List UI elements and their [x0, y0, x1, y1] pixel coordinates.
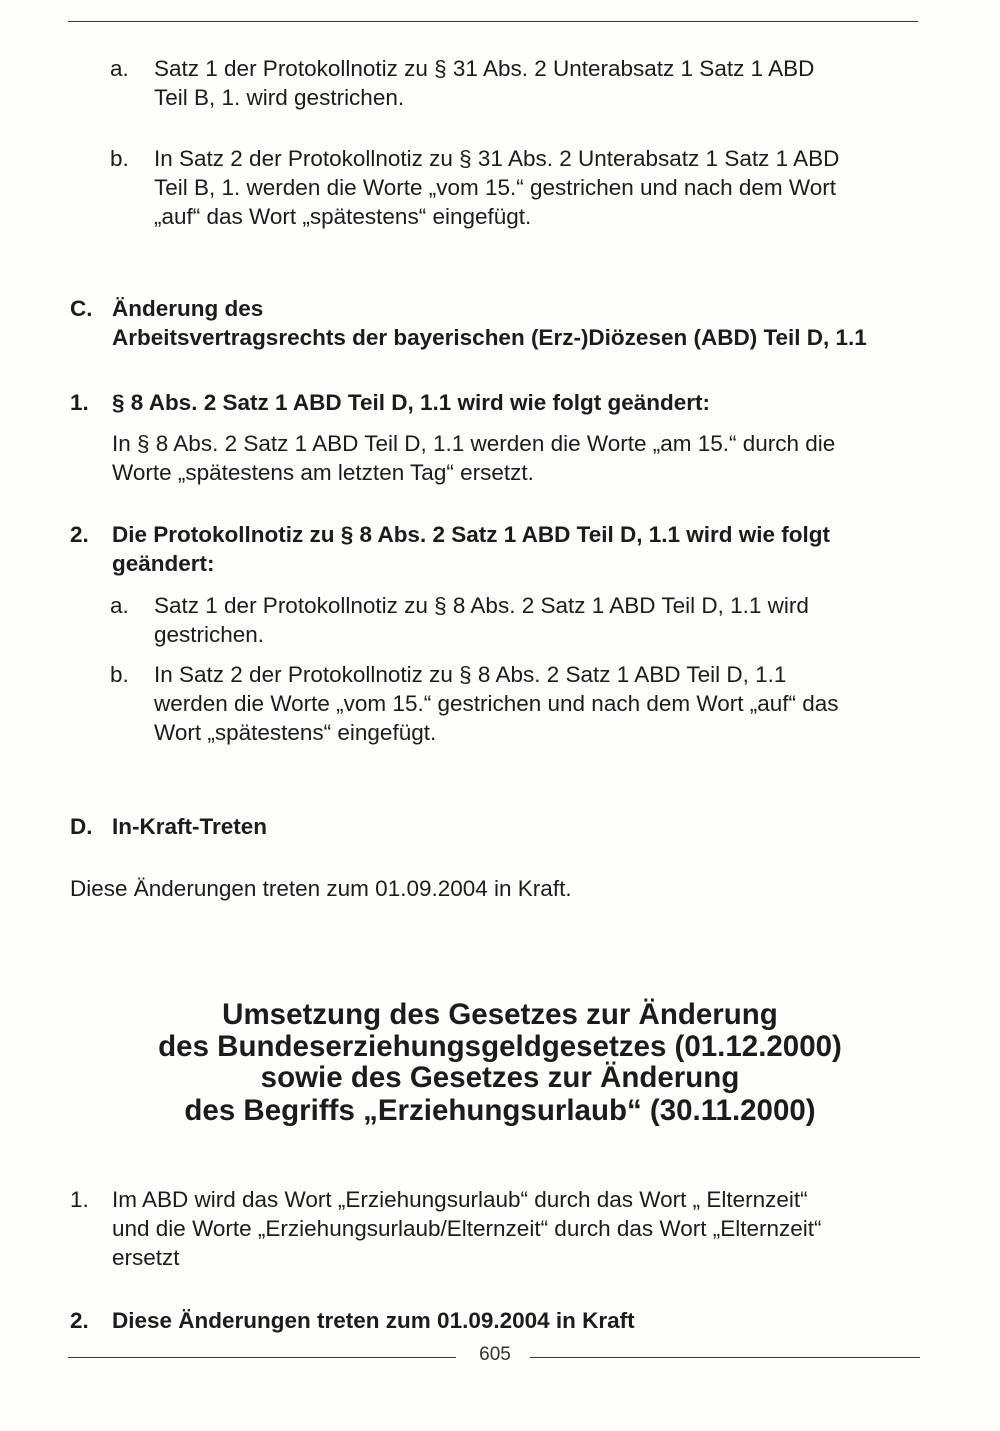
- list-marker: 2.: [70, 1308, 89, 1333]
- section-marker: D.: [70, 814, 93, 839]
- text-line: gestrichen.: [154, 622, 265, 647]
- text-line: In § 8 Abs. 2 Satz 1 ABD Teil D, 1.1 werden die Worte „am 15.“ durch die: [112, 431, 836, 456]
- list-marker: a.: [110, 593, 129, 618]
- text-line: Worte „spätestens am letzten Tag“ ersetzt.: [112, 460, 534, 485]
- text-line: „auf“ das Wort „spätestens“ eingefügt.: [154, 204, 532, 229]
- heading-line: Änderung des: [112, 296, 264, 321]
- text-line: Satz 1 der Protokollnotiz zu § 8 Abs. 2 Satz 1 ABD Teil D, 1.1 wird: [154, 593, 809, 618]
- list-marker: 2.: [70, 522, 89, 547]
- text-line: In Satz 2 der Protokollnotiz zu § 31 Abs. 2 Unterabsatz 1 Satz 1 ABD: [154, 146, 840, 171]
- text-line: werden die Worte „vom 15.“ gestrichen und nach dem Wort „auf“ das: [154, 691, 839, 716]
- text-line: ersetzt: [112, 1245, 180, 1270]
- text-line: In Satz 2 der Protokollnotiz zu § 8 Abs. 2 Satz 1 ABD Teil D, 1.1: [154, 662, 787, 687]
- page-number: 605: [479, 1344, 511, 1365]
- heading-line: § 8 Abs. 2 Satz 1 ABD Teil D, 1.1 wird wie folgt geändert:: [112, 390, 711, 415]
- heading-line: Die Protokollnotiz zu § 8 Abs. 2 Satz 1 ABD Teil D, 1.1 wird wie folgt: [112, 522, 831, 547]
- document-title-line-2: des Bundeserziehungsgeldgesetzes (01.12.2000): [158, 1030, 842, 1063]
- section-d-body: Diese Änderungen treten zum 01.09.2004 in Kraft.: [70, 876, 572, 901]
- list-marker: b.: [110, 146, 129, 171]
- list-marker: 1.: [70, 1187, 89, 1212]
- document-title-line-4: des Begriffs „Erziehungsurlaub“ (30.11.2000): [184, 1094, 816, 1127]
- text-line: Wort „spätestens“ eingefügt.: [154, 720, 437, 745]
- text-line: Diese Änderungen treten zum 01.09.2004 in Kraft: [112, 1308, 635, 1333]
- text-line: Teil B, 1. wird gestrichen.: [154, 85, 405, 110]
- text-line: Satz 1 der Protokollnotiz zu § 31 Abs. 2 Unterabsatz 1 Satz 1 ABD: [154, 56, 815, 81]
- list-marker: a.: [110, 56, 129, 81]
- text-line: Im ABD wird das Wort „Erziehungsurlaub“ durch das Wort „ Elternzeit“: [112, 1187, 808, 1212]
- list-marker: b.: [110, 662, 129, 687]
- text-line: Teil B, 1. werden die Worte „vom 15.“ gestrichen und nach dem Wort: [154, 175, 836, 200]
- document-title-line-3: sowie des Gesetzes zur Änderung: [260, 1061, 740, 1094]
- heading-line: geändert:: [112, 551, 215, 576]
- document-title-line-1: Umsetzung des Gesetzes zur Änderung: [222, 998, 778, 1031]
- section-marker: C.: [70, 296, 93, 321]
- footer-rule-left: [68, 1357, 456, 1358]
- text-line: und die Worte „Erziehungsurlaub/Elternzeit“ durch das Wort „Elternzeit“: [112, 1216, 822, 1241]
- section-c-item-1-body: [112, 429, 835, 487]
- list-marker: 1.: [70, 390, 89, 415]
- heading-line: Arbeitsvertragsrechts der bayerischen (Erz-)Diözesen (ABD) Teil D, 1.1: [112, 325, 867, 350]
- heading-line: In-Kraft-Treten: [112, 814, 268, 839]
- footer-rule-right: [530, 1357, 920, 1358]
- top-rule: [68, 21, 918, 22]
